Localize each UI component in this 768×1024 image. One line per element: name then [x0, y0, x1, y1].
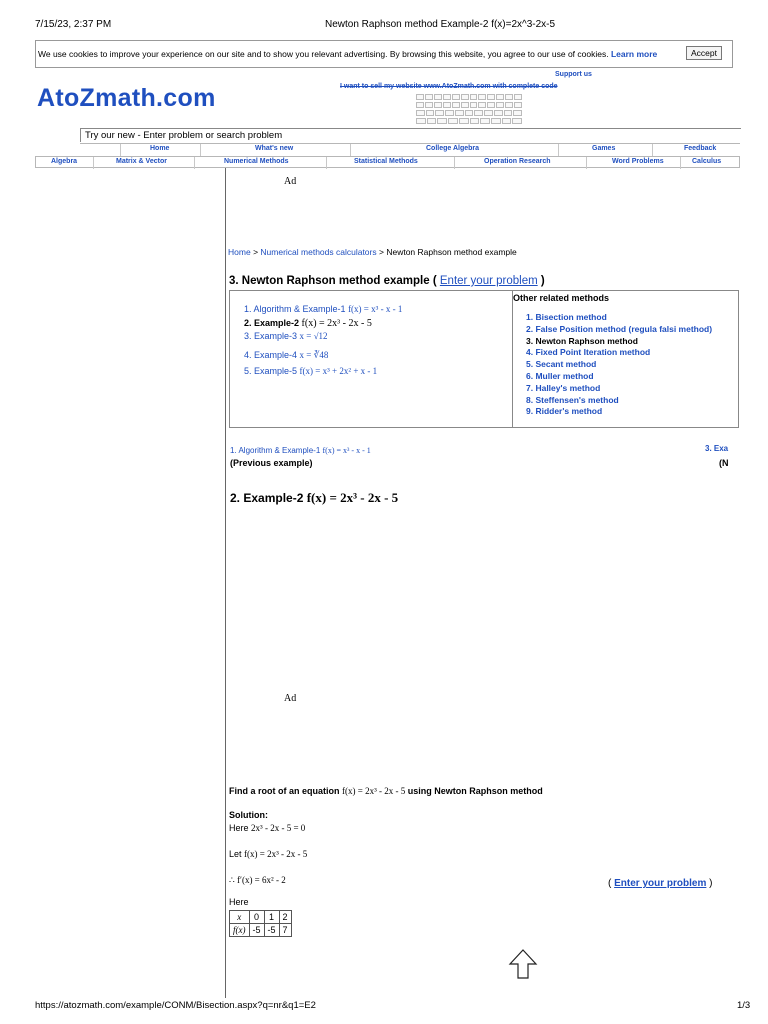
nav-word-problems[interactable]: Word Problems: [612, 158, 664, 165]
table-cell: -5: [249, 924, 264, 937]
nav-whats-new[interactable]: What's new: [255, 145, 294, 152]
solution-label: Solution:: [229, 810, 268, 820]
next-example-link[interactable]: 3. Exa: [705, 444, 729, 453]
here-equation: 2x³ - 2x - 5 = 0: [251, 823, 306, 833]
prev-label: 1. Algorithm & Example-1: [230, 446, 321, 455]
enter-problem-link-2[interactable]: Enter your problem: [614, 878, 707, 889]
other-method-item[interactable]: 4. Fixed Point Iteration method: [526, 347, 651, 358]
cookie-text-wrap: [38, 49, 657, 59]
table-row: [230, 911, 292, 924]
box-divider: [512, 291, 513, 427]
problem-suffix: using Newton Raphson method: [407, 786, 543, 796]
table-cell: 7: [279, 924, 291, 937]
example-item-1[interactable]: [244, 303, 402, 317]
table-row: [230, 924, 292, 937]
breadcrumb-sep: >: [379, 247, 384, 257]
site-logo[interactable]: AtoZmath.com: [37, 84, 216, 112]
example-formula: x = √12: [299, 331, 328, 341]
search-placeholder: Try our new - Enter problem or search problem: [85, 130, 283, 141]
let-prefix: Let: [229, 849, 242, 859]
accept-cookies-button[interactable]: Accept: [686, 46, 722, 60]
other-method-item[interactable]: 2. False Position method (regula falsi method): [526, 323, 713, 334]
example-label: 5. Example-5: [244, 366, 298, 376]
nav-algebra[interactable]: Algebra: [51, 158, 78, 165]
example-item-3[interactable]: [244, 330, 402, 344]
table-cell: x: [230, 911, 250, 924]
cookie-banner: [35, 40, 733, 68]
example-label: 2. Example-2: [244, 317, 300, 328]
print-title: Newton Raphson method Example-2 f(x)=2x^3-2x-5: [325, 19, 556, 30]
enter-problem-link[interactable]: Enter your problem: [439, 275, 538, 287]
table-cell: 0: [249, 911, 264, 924]
nav-operation-research[interactable]: Operation Research: [484, 158, 551, 165]
example-heading-formula: f(x) = 2x³ - 2x - 5: [306, 490, 399, 505]
nav-games[interactable]: Games: [592, 145, 616, 152]
ad-label: Ad: [284, 176, 297, 187]
enter-problem-2: [608, 878, 713, 889]
other-method-item-current: 3. Newton Raphson method: [526, 335, 638, 346]
breadcrumb-sep: >: [253, 247, 259, 257]
solution-let-line: [229, 849, 307, 859]
table-cell: 1: [264, 911, 279, 924]
left-column-divider: [225, 168, 226, 998]
support-link[interactable]: Support us: [555, 71, 592, 78]
example-formula: f(x) = 2x³ - 2x - 5: [301, 317, 372, 329]
problem-prefix: Find a root of an equation: [229, 786, 340, 796]
example-label: 1. Algorithm & Example-1: [244, 304, 346, 314]
nav-calculus[interactable]: Calculus: [692, 158, 722, 165]
example-item-4[interactable]: [244, 349, 402, 363]
here-prefix: Here: [229, 823, 249, 833]
example-item-2: [244, 317, 402, 331]
keyboard-icon: [416, 94, 522, 124]
nav-numerical-methods[interactable]: Numerical Methods: [224, 158, 289, 165]
other-method-item[interactable]: 5. Secant method: [526, 359, 597, 370]
table-cell: -5: [264, 924, 279, 937]
example-label: 3. Example-3: [244, 331, 298, 341]
example-item-5[interactable]: [244, 365, 402, 379]
breadcrumb: [228, 247, 517, 257]
example-formula: x = ∛48: [299, 349, 329, 360]
page-title-text: 3. Newton Raphson method example (: [229, 275, 437, 287]
example-formula: f(x) = x³ - x - 1: [348, 304, 403, 314]
let-equation: f(x) = 2x³ - 2x - 5: [244, 849, 308, 859]
scroll-up-arrow-icon[interactable]: [508, 948, 538, 980]
enter2-close: ): [709, 878, 713, 889]
solution-here-line: [229, 823, 305, 833]
previous-example-caption: (Previous example): [230, 458, 313, 468]
breadcrumb-section[interactable]: Numerical methods calculators: [260, 247, 377, 257]
breadcrumb-home[interactable]: Home: [228, 247, 251, 257]
nav-home[interactable]: Home: [150, 145, 170, 152]
nav-feedback[interactable]: Feedback: [684, 145, 717, 152]
prev-formula: f(x) = x³ - x - 1: [322, 446, 371, 455]
cookie-text: We use cookies to improve your experience on our site and to show you relevant advertising. By browsing this website, you agree to our use of cookies.: [38, 49, 609, 59]
example-formula: f(x) = x³ + 2x² + x - 1: [299, 366, 378, 376]
problem-formula: f(x) = 2x³ - 2x - 5: [342, 786, 406, 796]
enter2-open: (: [608, 878, 612, 889]
nav-college-algebra[interactable]: College Algebra: [426, 145, 480, 152]
table-cell: 2: [279, 911, 291, 924]
other-methods-list: [526, 312, 712, 418]
footer-url: https://atozmath.com/example/CONM/Bisection.aspx?q=nr&q1=E2: [35, 1000, 316, 1011]
page-title: [229, 275, 545, 287]
table-cell: f(x): [230, 924, 250, 937]
next-example-caption: (N: [719, 458, 729, 468]
footer-page-number: 1/3: [737, 1000, 751, 1011]
main-nav: [35, 156, 740, 168]
print-datetime: 7/15/23, 2:37 PM: [35, 19, 112, 30]
derivative-line: ∴ f′(x) = 6x² - 2: [229, 875, 286, 885]
nav-statistical-methods[interactable]: Statistical Methods: [354, 158, 418, 165]
ad-label: Ad: [284, 693, 297, 704]
breadcrumb-current: Newton Raphson method example: [386, 247, 517, 257]
previous-example-link[interactable]: [230, 446, 371, 455]
top-nav: [80, 143, 740, 157]
other-method-item[interactable]: 1. Bisection method: [526, 312, 607, 322]
other-method-item[interactable]: 9. Ridder's method: [526, 406, 603, 417]
here-label: Here: [229, 897, 249, 907]
example-label: 4. Example-4: [244, 349, 298, 360]
other-method-item[interactable]: 8. Steffensen's method: [526, 394, 619, 405]
example-heading: [230, 490, 398, 506]
example-list: [244, 303, 402, 379]
page-title-close: ): [540, 275, 545, 287]
sell-website-link[interactable]: I want to sell my website www.AtoZmath.com with complete code: [340, 83, 558, 90]
other-method-item[interactable]: 6. Muller method: [526, 370, 594, 381]
search-input[interactable]: [80, 128, 741, 142]
example-heading-label: 2. Example-2: [230, 491, 304, 505]
learn-more-link[interactable]: Learn more: [610, 49, 658, 59]
other-method-item[interactable]: 7. Halley's method: [526, 382, 601, 393]
other-methods-heading: Other related methods: [513, 293, 610, 303]
examples-box: [229, 290, 739, 428]
problem-statement: [229, 786, 543, 796]
nav-matrix-vector[interactable]: Matrix & Vector: [116, 158, 167, 165]
values-table: [229, 910, 292, 937]
